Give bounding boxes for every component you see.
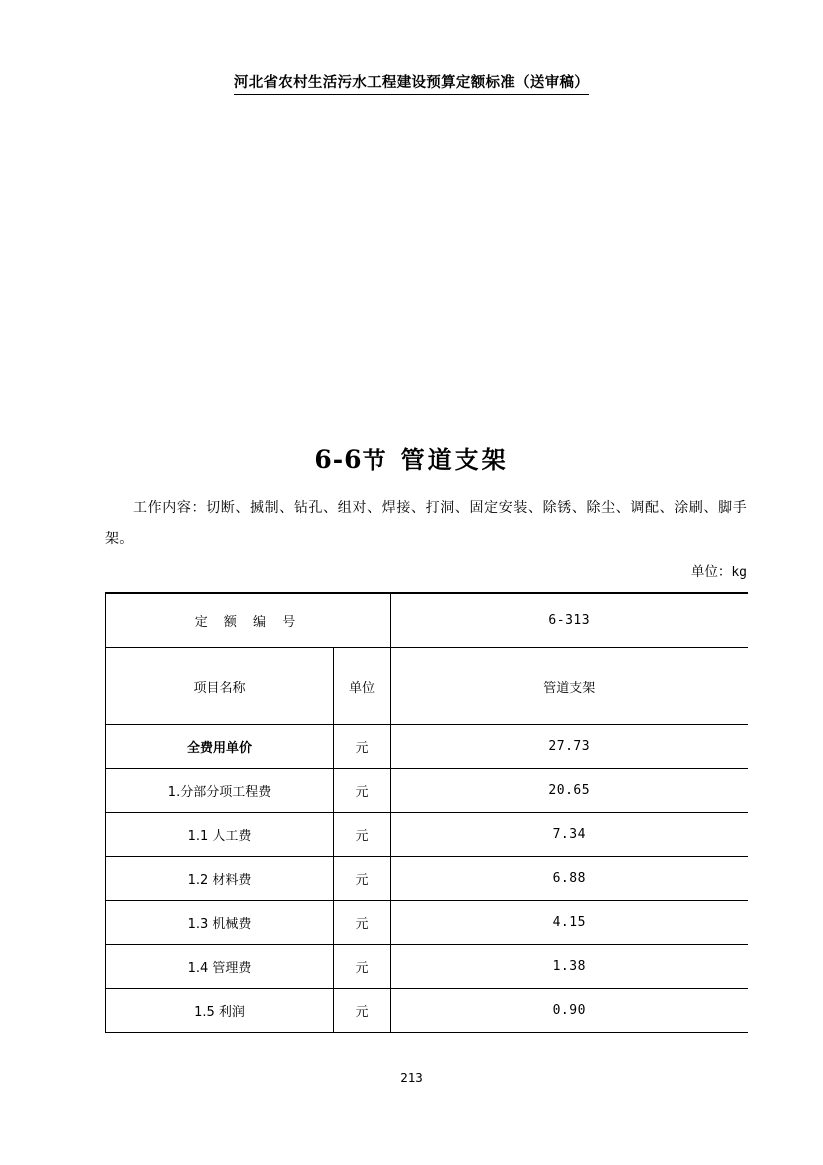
document-header-title: 河北省农村生活污水工程建设预算定额标准（送审稿） (234, 75, 589, 95)
cell-item-value: 27.73 (391, 725, 748, 769)
cell-code-label: 定 额 编 号 (106, 593, 391, 648)
unit-note-value: kg (731, 565, 747, 580)
cell-item-value: 1.38 (391, 945, 748, 989)
cell-item-name: 全费用单价 (106, 725, 334, 769)
cell-item-name: 1.2 材料费 (106, 857, 334, 901)
cell-item-unit: 元 (334, 989, 391, 1033)
cell-item-name: 1.1 人工费 (106, 813, 334, 857)
table-row (106, 989, 748, 1033)
table-row (106, 945, 748, 989)
section-title: 管道支架 (400, 446, 509, 474)
document-header (0, 72, 823, 95)
cell-item-value: 6.88 (391, 857, 748, 901)
cell-item-value: 4.15 (391, 901, 748, 945)
table-row (106, 901, 748, 945)
table-row-code (106, 593, 748, 648)
cell-item-value: 20.65 (391, 769, 748, 813)
table-row-header (106, 648, 748, 725)
cell-item-unit: 元 (334, 725, 391, 769)
section-unit-word: 节 (362, 448, 387, 474)
unit-note-label: 单位： (690, 564, 732, 580)
cell-item-name: 1.4 管理费 (106, 945, 334, 989)
unit-note (0, 560, 747, 580)
table-row (106, 857, 748, 901)
cell-header-name: 项目名称 (106, 648, 334, 725)
cell-item-unit: 元 (334, 945, 391, 989)
work-content-paragraph: 工作内容：切断、搣制、钻孔、组对、焊接、打洞、固定安装、除锈、除尘、调配、涂刷、脚手架。 (105, 500, 747, 547)
cell-item-name: 1.5 利润 (106, 989, 334, 1033)
quota-table (105, 592, 748, 1033)
cell-item-unit: 元 (334, 769, 391, 813)
cell-item-unit: 元 (334, 813, 391, 857)
cell-code-value: 6-313 (391, 593, 748, 648)
table-row (106, 813, 748, 857)
cell-header-unit: 单位 (334, 648, 391, 725)
cell-header-value: 管道支架 (391, 648, 748, 725)
table-row (106, 769, 748, 813)
cell-item-name: 1.3 机械费 (106, 901, 334, 945)
quota-table-body (106, 593, 748, 1033)
cell-item-unit: 元 (334, 901, 391, 945)
cell-item-unit: 元 (334, 857, 391, 901)
section-heading (0, 440, 823, 475)
table-row (106, 725, 748, 769)
page-number: 213 (400, 1070, 423, 1085)
cell-item-name: 1.分部分项工程费 (106, 769, 334, 813)
cell-item-value: 7.34 (391, 813, 748, 857)
cell-item-value: 0.90 (391, 989, 748, 1033)
section-number: 6-6 (314, 445, 363, 474)
